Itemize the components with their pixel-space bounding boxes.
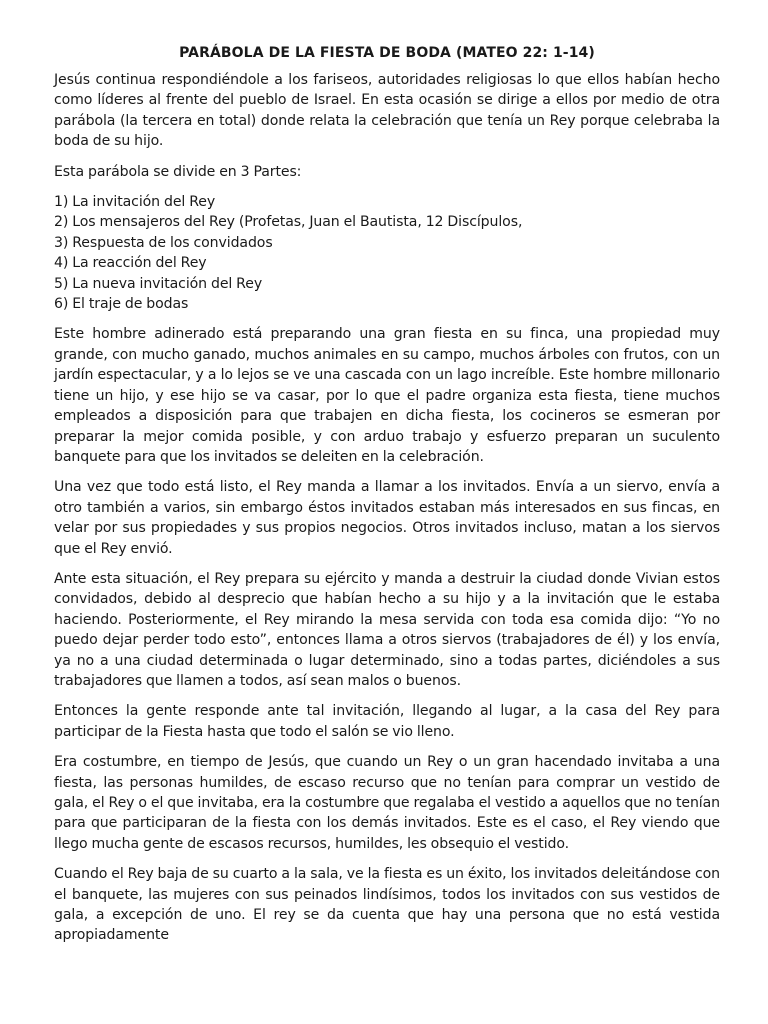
body-paragraph: Cuando el Rey baja de su cuarto a la sala, ve la fiesta es un éxito, los invitados deleitándose con el banquete, las mujeres con sus peinados lindísimos, todos los invitados con sus vestidos de gala, a excepción de uno. El rey se da cuenta que hay una persona que no está vestida apropiadamente bbox=[54, 866, 720, 944]
body-paragraph: Entonces la gente responde ante tal invitación, llegando al lugar, a la casa del Rey para participar de la Fiesta hasta que todo el salón se vio lleno. bbox=[54, 703, 720, 740]
parts-list bbox=[54, 192, 720, 314]
division-paragraph: Esta parábola se divide en 3 Partes: bbox=[54, 163, 302, 180]
intro-paragraph: Jesús continua respondiéndole a los fariseos, autoridades religiosas lo que ellos habían hecho como líderes al frente del pueblo de Israel. En esta ocasión se dirige a ellos por medio de otra parábola (la tercera en total) donde relata la celebración que tenía un Rey porque celebraba la boda de su hijo. bbox=[54, 72, 720, 150]
body-paragraph: Era costumbre, en tiempo de Jesús, que cuando un Rey o un gran hacendado invitaba a una fiesta, las personas humildes, de escaso recurso que no tenían para comprar un vestido de gala, el Rey o el que invitaba, era la costumbre que regalaba el vestido a aquellos que no tenían para que participaran de la fiesta con los demás invitados. Este es el caso, el Rey viendo que llego mucha gente de escasos recursos, humildes, les obsequio el vestido. bbox=[54, 754, 720, 852]
list-item: 3) Respuesta de los convidados bbox=[54, 234, 273, 251]
list-item: 5) La nueva invitación del Rey bbox=[54, 275, 263, 292]
list-item: 6) El traje de bodas bbox=[54, 296, 189, 313]
document-page bbox=[54, 44, 720, 956]
body-paragraph: Ante esta situación, el Rey prepara su ejército y manda a destruir la ciudad donde Vivian estos convidados, debido al desprecio que habían hecho a su hijo y a la invitación que le estaba haciendo. Posteriormente, el Rey mirando la mesa servida con toda esa comida dijo: “Yo no puedo dejar perder todo esto”, entonces llama a otros siervos (trabajadores de él) y los envía, ya no a una ciudad determinada o lugar determinado, sino a todas partes, diciéndoles a sus trabajadores que llamen a todos, así sean malos o buenos. bbox=[54, 570, 720, 689]
list-item: 2) Los mensajeros del Rey (Profetas, Juan el Bautista, 12 Discípulos, bbox=[54, 214, 523, 231]
document-title: PARÁBOLA DE LA FIESTA DE BODA (MATEO 22: 1-14) bbox=[179, 45, 595, 61]
list-item: 1) La invitación del Rey bbox=[54, 194, 216, 211]
body-paragraph: Una vez que todo está listo, el Rey manda a llamar a los invitados. Envía a un siervo, envía a otro también a varios, sin embargo éstos invitados estaban más interesados en sus fincas, en velar por sus propiedades y sus propios negocios. Otros invitados incluso, matan a los siervos que el Rey envió. bbox=[54, 479, 720, 557]
list-item: 4) La reacción del Rey bbox=[54, 255, 207, 272]
body-paragraph: Este hombre adinerado está preparando una gran fiesta en su finca, una propiedad muy grande, con mucho ganado, muchos animales en su campo, muchos árboles con frutos, con un jardín espectacular, y a lo lejos se ve una cascada con un lago increíble. Este hombre millonario tiene un hijo, y ese hijo se va casar, por lo que el padre organiza esta fiesta, tiene muchos empleados a disposición para que trabajen en dicha fiesta, los cocineros se esmeran por preparar la mejor comida posible, y con arduo trabajo y esfuerzo preparan un suculento banquete para que los invitados se deleiten en la celebración. bbox=[54, 326, 720, 465]
